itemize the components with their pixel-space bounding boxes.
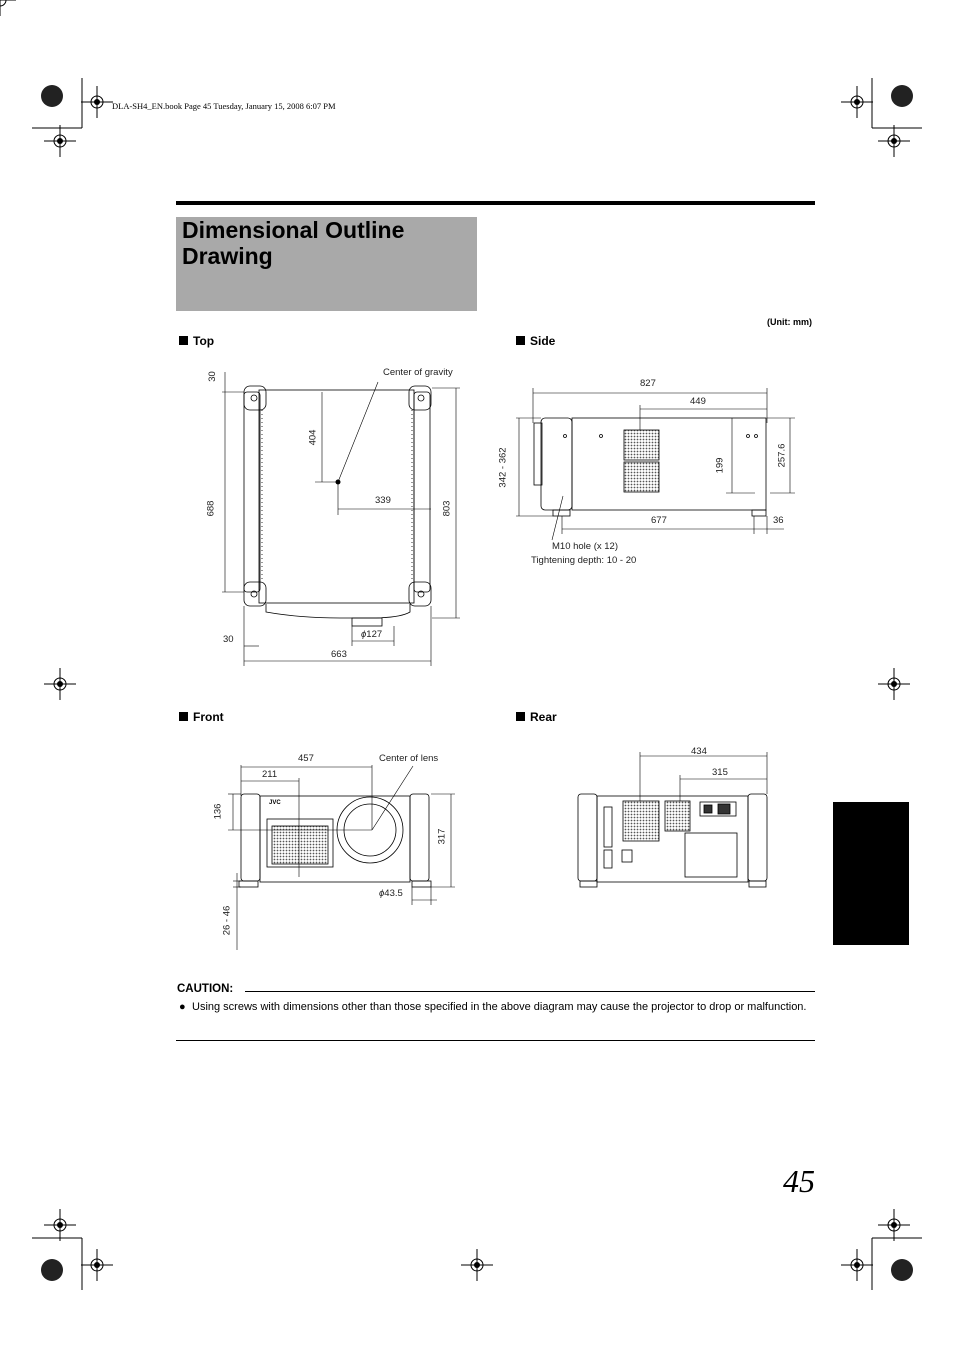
page-number: 45 [783, 1163, 815, 1199]
book-info-line: DLA-SH4_EN.book Page 45 Tuesday, January 15, 2008 6:07 PM [112, 101, 336, 111]
bottom-rule [176, 1040, 815, 1041]
section-side-label: Side [516, 334, 555, 348]
dim-top-30a: 30 [206, 371, 218, 382]
unit-note: (Unit: mm) [767, 317, 812, 327]
jvc-logo: JVC [269, 800, 281, 806]
section-top-label: Top [179, 334, 214, 348]
dim-top-803: 803 [441, 500, 453, 517]
chapter-tab [833, 802, 909, 945]
rear-view-dimensions [640, 752, 767, 801]
hole-note: M10 hole (x 12) [552, 541, 619, 552]
dim-top-127: ϕ127 [361, 629, 383, 640]
dim-top-663: 663 [331, 649, 347, 660]
top-view-drawing [244, 386, 431, 626]
caution-title: CAUTION: [177, 983, 234, 995]
center-of-gravity-label: Center of gravity [383, 367, 453, 378]
dim-side-677: 677 [651, 515, 667, 526]
dim-top-688: 688 [205, 500, 217, 517]
caution-rule [245, 991, 815, 992]
dim-front-211: 211 [262, 769, 278, 780]
center-of-lens-label: Center of lens [379, 753, 439, 764]
rear-view-drawing [578, 794, 767, 887]
dim-front-317: 317 [436, 828, 448, 845]
tightening-note: Tightening depth: 10 - 20 [531, 555, 637, 566]
caution-text: Using screws with dimensions other than those specified in the above diagram may cause the projector to drop or malfunction. [192, 1001, 807, 1013]
side-view-drawing [534, 418, 766, 516]
dim-side-257-6: 257.6 [776, 443, 788, 468]
diameter-icon: ϕ [379, 888, 385, 899]
front-view-dimensions [228, 765, 455, 950]
dim-side-36: 36 [773, 515, 784, 526]
dim-front-43-5: ϕ43.5 [379, 888, 403, 899]
dim-rear-434: 434 [691, 746, 707, 757]
front-view-drawing [239, 794, 431, 887]
page-title: Dimensional Outline Drawing [182, 217, 405, 269]
dim-top-404: 404 [307, 429, 319, 446]
dim-front-26-46: 26 - 46 [221, 905, 233, 936]
diameter-icon: ϕ [361, 629, 367, 640]
section-front-label: Front [179, 710, 224, 724]
dim-side-449: 449 [690, 396, 706, 407]
section-rear-label: Rear [516, 710, 557, 724]
dim-front-457: 457 [298, 753, 314, 764]
dim-side-199: 199 [714, 457, 726, 474]
dim-side-342-362: 342 - 362 [497, 447, 509, 488]
bullet-icon: ● [179, 1001, 186, 1013]
dim-rear-315: 315 [712, 767, 728, 778]
dim-side-827: 827 [640, 378, 656, 389]
dim-front-136: 136 [212, 803, 224, 820]
dim-top-30b: 30 [223, 634, 234, 645]
dim-top-339: 339 [375, 495, 391, 506]
